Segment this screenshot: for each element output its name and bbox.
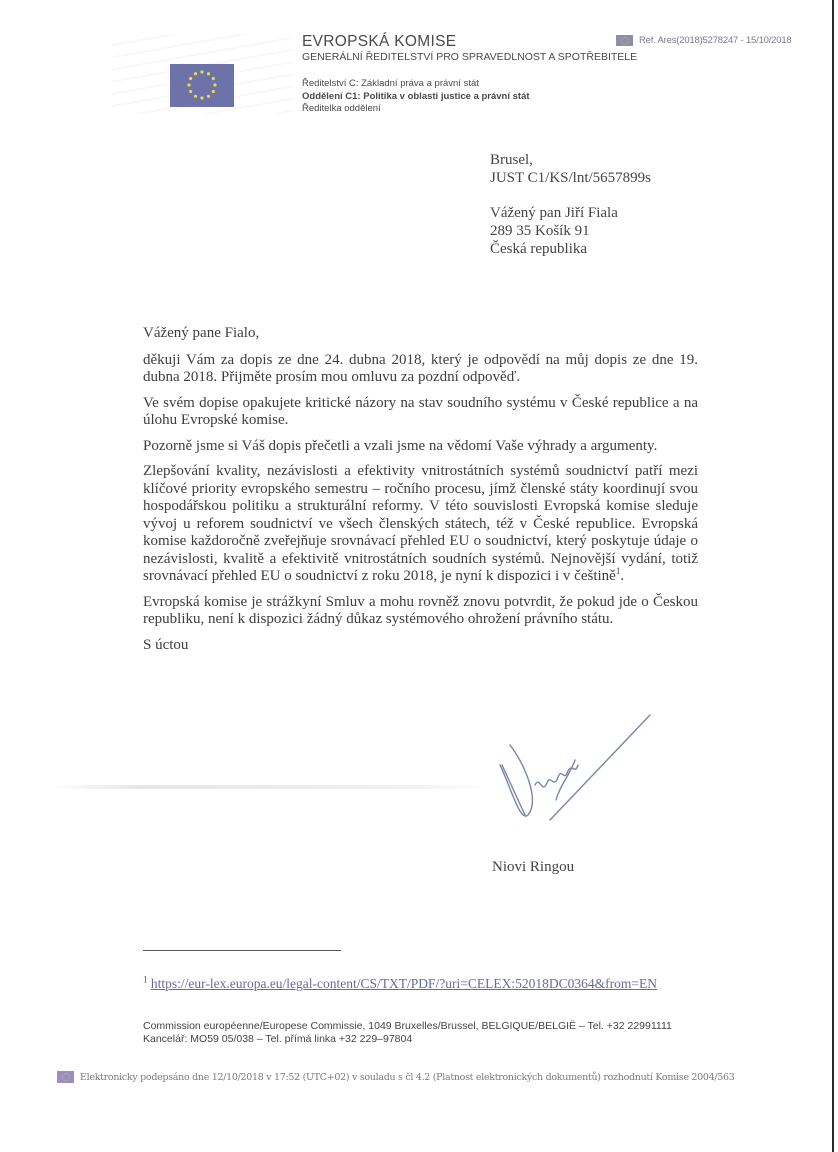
directorate-general-name: GENERÁLNÍ ŘEDITELSTVÍ PRO SPRAVEDLNOST A SPOTŘEBITELE	[302, 51, 638, 63]
letter-body	[143, 325, 698, 662]
paragraph-5: Evropská komise je strážkyní Smluv a mohu rovněž znovu potvrdit, že pokud jde o Českou republiku, není k dispozici žádný důkaz systémového ohrožení právního státu.	[143, 593, 698, 627]
recipient-address: 289 35 Košík 91	[490, 223, 590, 239]
file-reference: JUST C1/KS/lnt/5657899s	[490, 170, 652, 186]
footnote	[143, 976, 657, 992]
eu-mini-flag-icon	[57, 1071, 74, 1083]
recipient-name: Vážený pan Jiří Fiala	[490, 205, 618, 221]
unit-name: Oddělení C1: Politika v oblasti justice a právní stát	[302, 91, 530, 102]
paragraph-3: Pozorně jsme si Váš dopis přečetli a vzali jsme na vědomí Vaše výhrady a argumenty.	[143, 437, 658, 454]
signer-name: Niovi Ringou	[492, 859, 575, 875]
directorate-name: Ředitelství C: Základní práva a právní stát	[302, 78, 479, 89]
reference-text: Ref. Ares(2018)5278247 - 15/10/2018	[639, 35, 792, 46]
address-line-1: Commission européenne/Europese Commissie, 1049 Bruxelles/Brussel, BELGIQUE/BELGIË – Tel. +32 22991111	[143, 1020, 672, 1032]
electronic-signature-notice	[57, 1071, 735, 1083]
paragraph-1: děkuji Vám za dopis ze dne 24. dubna 2018, který je odpovědí na můj dopis ze dne 19. dubna 2018. Přijměte prosím mou omluvu za pozdní odpověď.	[143, 351, 698, 385]
closing: S úctou	[143, 636, 189, 653]
ares-reference	[616, 35, 792, 46]
period: .	[620, 568, 625, 584]
address-line-2: Kancelář: MO59 05/038 – Tel. přímá linka +32 229–97804	[143, 1033, 413, 1045]
sender-role: Ředitelka oddělení	[302, 103, 381, 114]
paragraph-4	[143, 463, 698, 586]
organization-name: EVROPSKÁ KOMISE	[302, 33, 457, 50]
scan-edge	[832, 0, 834, 1152]
eu-mini-flag-icon	[616, 35, 633, 46]
eu-flag-icon	[170, 64, 234, 107]
esign-text: Elektronicky podepsáno dne 12/10/2018 v 17:52 (UTC+02) v souladu s čl 4.2 (Platnost elektronických dokumentů) rozhodnutí Komise 2004/563	[80, 1071, 735, 1083]
footnote-divider	[143, 950, 341, 951]
salutation: Vážený pane Fialo,	[143, 325, 260, 341]
footnote-link[interactable]: https://eur-lex.europa.eu/legal-content/CS/TXT/PDF/?uri=CELEX:52018DC0364&from=EN	[150, 976, 657, 991]
footnote-reference[interactable]: 1	[615, 566, 621, 576]
handwritten-signature-icon	[480, 705, 660, 840]
scan-artifact	[50, 785, 490, 789]
paragraph-4-text: Zlepšování kvality, nezávislosti a efektivity vnitrostátních systémů soudnictví patří mezi klíčové priority evropského semestru – ročního procesu, jímž členské státy koordinují svou hospodářskou politiku a strukturální reformy. V této souvislosti Evropská komise sleduje vývoj u reforem soudnictví ve všech členských státech, též v České republice. Evropská komise každoročně zveřejňuje srovnávací přehled EU o soudnictví, který poskytuje údaje o nezávislosti, kvalitě a efektivitě vnitrostátních soudních systémů. Nejnovější vydání, totiž srovnávací přehled EU o soudnictví z roku 2018, je nyní k dispozici i v češtině	[143, 463, 698, 584]
commission-address	[143, 1020, 672, 1046]
footnote-number: 1	[143, 974, 148, 985]
place-line: Brusel,	[490, 152, 533, 168]
recipient-country: Česká republika	[490, 241, 588, 257]
paragraph-2: Ve svém dopise opakujete kritické názory na stav soudního systému v České republice a na úlohu Evropské komise.	[143, 394, 698, 428]
